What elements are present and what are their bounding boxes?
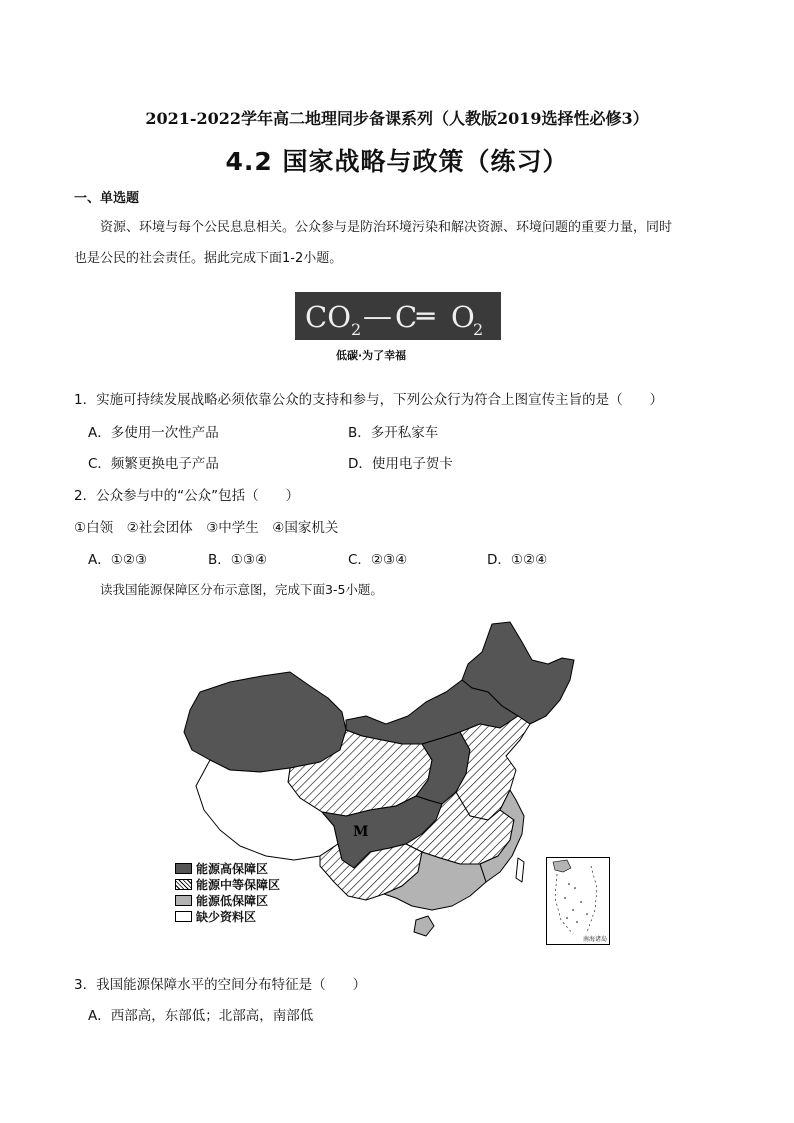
region-taiwan <box>516 858 524 882</box>
legend-label-none: 缺少资料区 <box>196 909 257 924</box>
intro-line-1: 资源、环境与每个公民息息相关。公众参与是防治环境污染和解决资源、环境问题的重要力量，同时 <box>100 220 673 235</box>
intro-line-2: 也是公民的社会责任。据此完成下面1-2小题。 <box>74 251 343 266</box>
formula-c: C <box>395 300 418 334</box>
region-hainan <box>414 916 434 936</box>
legend-label-high: 能源高保障区 <box>196 861 269 876</box>
inset-map-svg <box>547 858 609 944</box>
q1-option-c[interactable]: C．频繁更换电子产品 <box>88 456 219 472</box>
south-china-sea-inset <box>546 857 610 945</box>
legend-mid <box>175 876 280 892</box>
inset-label: 南海诸岛 <box>582 936 607 943</box>
region-xinjiang <box>184 672 346 772</box>
formula-co2-sub: 2 <box>351 320 362 339</box>
legend-none <box>175 908 280 924</box>
region-north-china <box>456 716 530 820</box>
legend-label-low: 能源低保障区 <box>196 893 269 908</box>
series-title: 2021-2022学年高二地理同步备课系列（人教版2019选择性必修3） <box>145 109 649 128</box>
legend-high <box>175 860 280 876</box>
q1-option-b[interactable]: B．多开私家车 <box>348 425 439 441</box>
q2-option-d[interactable]: D．①②④ <box>487 552 548 568</box>
formula-dash: — <box>363 299 392 333</box>
q2-option-a[interactable]: A．①②③ <box>88 552 148 568</box>
figure-caption: 低碳·为了幸福 <box>336 349 407 362</box>
q2-option-b[interactable]: B．①③④ <box>208 552 268 568</box>
section-heading: 一、单选题 <box>74 191 140 206</box>
formula-o2: O <box>451 300 475 334</box>
page-title: 4.2 国家战略与政策（练习） <box>225 147 569 176</box>
map-legend <box>175 860 280 924</box>
map-marker-m: M <box>353 824 369 840</box>
legend-low <box>175 892 280 908</box>
legend-swatch-mid <box>175 879 192 890</box>
low-carbon-formula <box>295 292 501 340</box>
q3-option-a[interactable]: A．西部高，东部低；北部高，南部低 <box>88 1008 314 1024</box>
inset-boundary <box>555 866 597 934</box>
question-3-stem: 3．我国能源保障水平的空间分布特征是（ ） <box>74 977 367 993</box>
energy-security-map <box>170 620 620 948</box>
formula-eq: ═ <box>417 299 435 333</box>
inset-hainan <box>553 860 571 872</box>
map-intro: 读我国能源保障区分布示意图，完成下面3-5小题。 <box>100 582 383 597</box>
legend-swatch-low <box>175 895 192 906</box>
question-2-items: ①白领 ②社会团体 ③中学生 ④国家机关 <box>74 520 339 536</box>
formula-co2: CO <box>305 300 351 334</box>
legend-swatch-high <box>175 863 192 874</box>
legend-swatch-none <box>175 911 192 922</box>
intro-paragraph <box>74 212 724 274</box>
question-2-stem: 2．公众参与中的“公众”包括（ ） <box>74 488 300 504</box>
legend-label-mid: 能源中等保障区 <box>196 877 281 892</box>
formula-o2-sub: 2 <box>473 320 484 339</box>
question-1-stem: 1．实施可持续发展战略必须依靠公众的支持和参与，下列公众行为符合上图宣传主旨的是（ ） <box>74 392 664 408</box>
q1-option-d[interactable]: D．使用电子贺卡 <box>348 456 453 472</box>
q1-option-a[interactable]: A．多使用一次性产品 <box>88 425 219 441</box>
q2-option-c[interactable]: C．②③④ <box>348 552 408 568</box>
